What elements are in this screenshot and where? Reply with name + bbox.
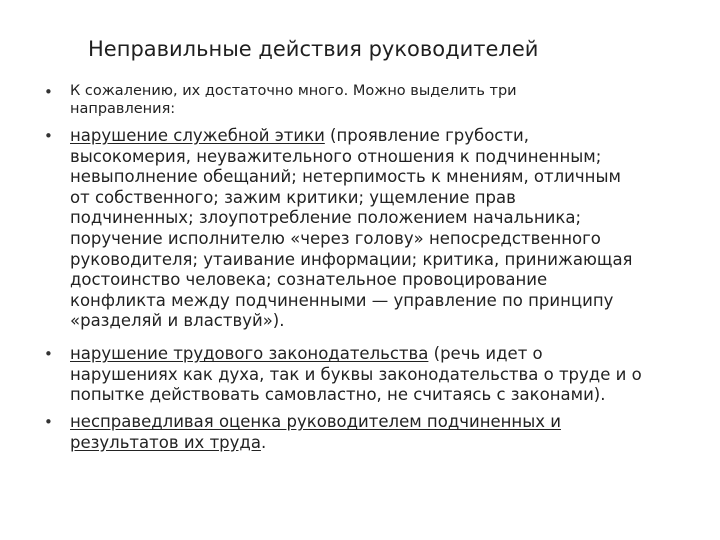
slide-title: Неправильные действия руководителей — [88, 37, 539, 61]
text-line: К сожалению, их достаточно много. Можно выделить три — [70, 83, 517, 99]
text-line — [70, 412, 685, 433]
underlined-term: нарушение трудового законодательства — [70, 344, 429, 363]
bullet-marker: • — [44, 345, 53, 363]
text-line: от собственного; зажим критики; ущемление прав — [70, 187, 516, 207]
text-line: подчиненных; злоупотребление положением начальника; — [70, 208, 582, 228]
underlined-term: результатов их труда — [70, 432, 261, 452]
text-line — [70, 126, 685, 147]
underlined-term: нарушение служебной этики — [70, 126, 325, 145]
text-line: достоинство человека; сознательное провоцирование — [70, 270, 548, 290]
text-line: высокомерия, неуважительного отношения к подчиненным; — [70, 146, 602, 166]
text-line: руководителя; утаивание информации; критика, принижающая — [70, 249, 633, 269]
bullet-text — [70, 344, 685, 406]
text-line: конфликта между подчиненными — управление по принципу — [70, 290, 614, 310]
text-fragment: (речь идет о — [428, 344, 543, 363]
text-line: направления: — [70, 101, 176, 117]
bullet-text — [70, 412, 685, 453]
text-fragment: . — [260, 432, 267, 452]
text-line: невыполнение обещаний; нетерпимость к мнениям, отличным — [70, 167, 621, 187]
text-line: поручение исполнителю «через голову» непосредственного — [70, 228, 601, 248]
text-line — [70, 433, 685, 454]
underlined-term: несправедливая оценка руководителем подчиненных и — [70, 412, 561, 431]
bullet-text — [70, 126, 685, 332]
text-line — [70, 344, 685, 365]
bullet-marker: • — [44, 127, 53, 145]
text-line: «разделяй и властвуй»). — [70, 311, 285, 331]
text-line: нарушениях как духа, так и буквы законодательства о труде и о — [70, 364, 642, 384]
text-line: попытке действовать самовластно, не считаясь с законами). — [70, 385, 606, 405]
text-fragment: (проявление грубости, — [324, 126, 529, 145]
bullet-marker: • — [44, 83, 53, 101]
bullet-marker: • — [44, 413, 53, 431]
bullet-text — [70, 82, 630, 118]
